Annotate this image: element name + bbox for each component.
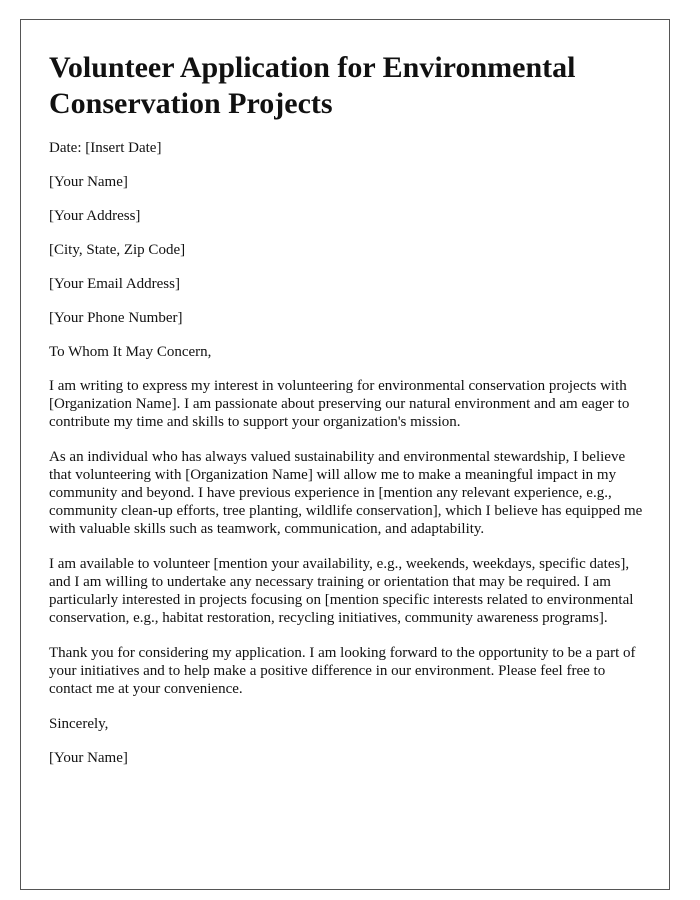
date-line: Date: [Insert Date] xyxy=(49,140,162,156)
letter-page xyxy=(20,19,670,890)
sender-email: [Your Email Address] xyxy=(49,276,180,292)
sender-phone: [Your Phone Number] xyxy=(49,310,183,326)
sender-address: [Your Address] xyxy=(49,208,141,224)
document-title: Volunteer Application for Environmental Conservation Projects xyxy=(49,51,576,120)
closing: Sincerely, xyxy=(49,716,109,732)
sender-name: [Your Name] xyxy=(49,174,128,190)
signature-name: [Your Name] xyxy=(49,750,128,766)
body-paragraph-experience: As an individual who has always valued sustainability and environmental stewardship, I believe that volunteering with [Organization Name] will allow me to make a meaningful impact in my community and beyond. I have previous experience in [mention any relevant experience, e.g., community clean-up efforts, tree planting, wildlife conservation], which I believe has equipped me with valuable skills such as teamwork, communication, and adaptability. xyxy=(49,449,643,537)
sender-city-state-zip: [City, State, Zip Code] xyxy=(49,242,186,258)
body-paragraph-intro: I am writing to express my interest in volunteering for environmental conservation projects with [Organization Name]. I am passionate about preserving our natural environment and am eager to contribute my time and skills to support your organization's mission. xyxy=(49,378,630,430)
body-paragraph-thanks: Thank you for considering my application. I am looking forward to the opportunity to be a part of your initiatives and to help make a positive difference in our environment. Please feel free to contact me at your convenience. xyxy=(49,645,636,697)
salutation: To Whom It May Concern, xyxy=(49,344,212,360)
body-paragraph-availability: I am available to volunteer [mention your availability, e.g., weekends, weekdays, specific dates], and I am willing to undertake any necessary training or orientation that may be required. I am particularly interested in projects focusing on [mention specific interests related to environmental conservation, e.g., habitat restoration, recycling initiatives, community awareness programs]. xyxy=(49,556,634,626)
